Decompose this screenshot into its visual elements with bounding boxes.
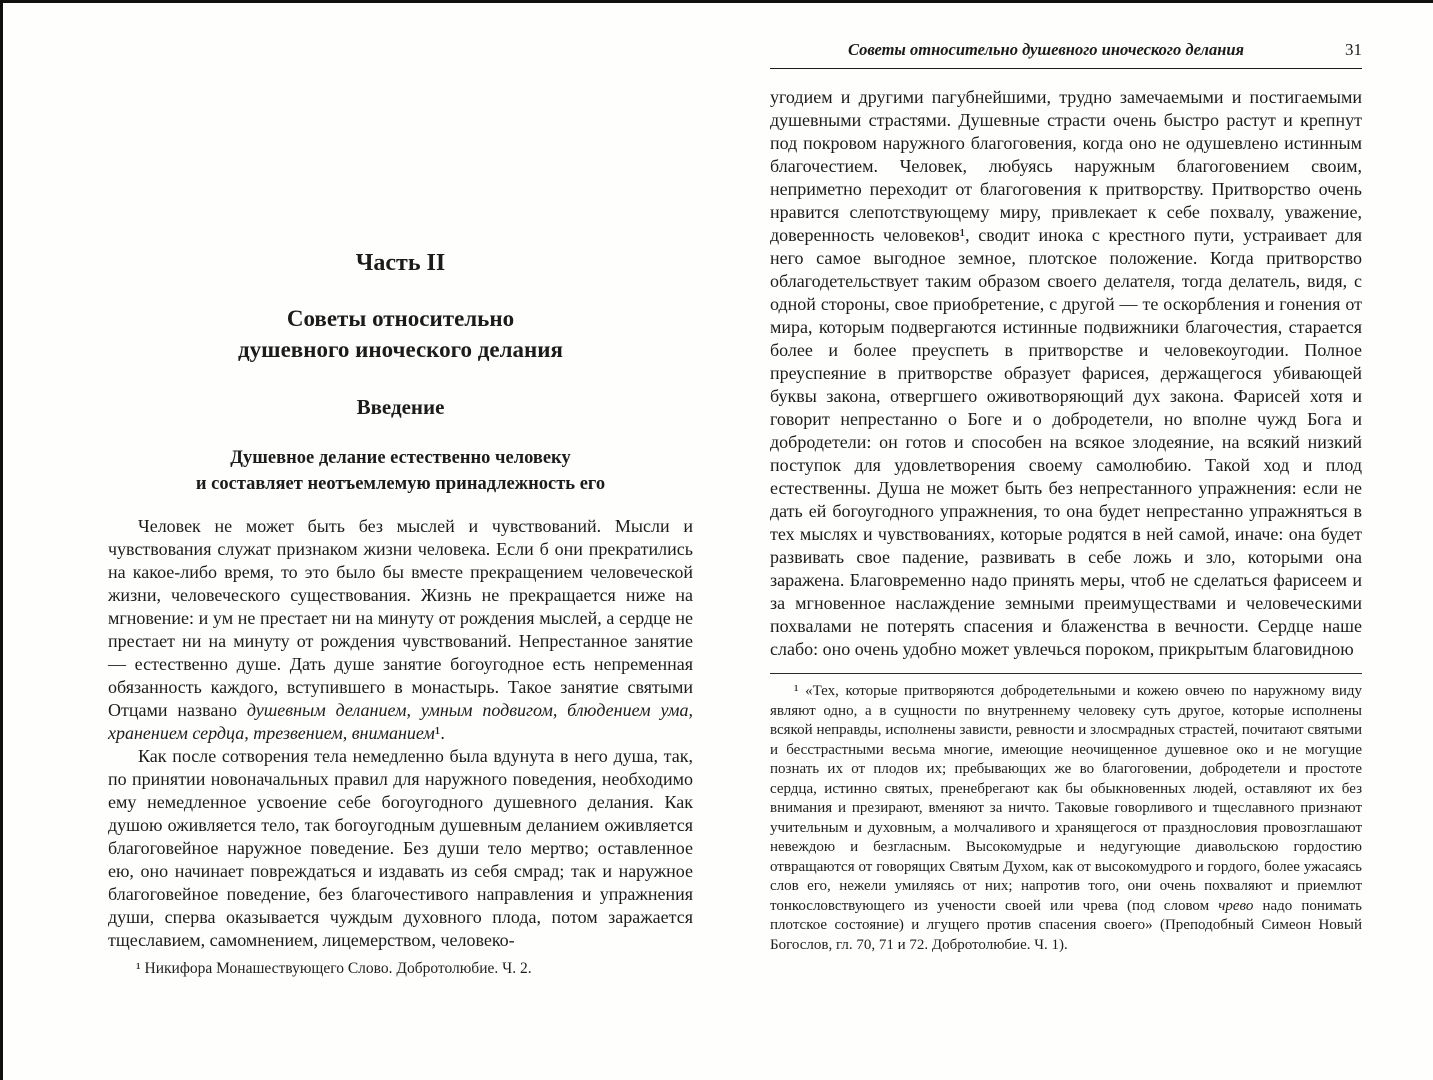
part-heading: Часть II	[355, 250, 446, 276]
chapter-title	[108, 303, 693, 365]
page-number: 31	[1345, 40, 1362, 59]
chapter-title-line2: душевного иноческого делания	[238, 337, 563, 363]
subsection-heading-line2: и составляет неотъемлемую принадлежность его	[195, 473, 606, 494]
introduction-heading: Введение	[356, 395, 445, 420]
running-header-title: Советы относительно душевного иноческого делания	[847, 40, 1245, 59]
footnote: ¹ «Тех, которые притворяются добродетельными и кожею овчею по наружному виду являют одно, а в сущности по внутреннему человеку суть другое, которые исполнены всякой неправды, исполнены зависти, ревности и злосмрадных страстей, почитают святыми и бесстрастными весьма многие, имеющие неочищенное душевное око и не могущие познать их от плодов их; пребывающих же во благоговении, добродетели и простоте сердца, истинно святых, пренебрегают как бы обыкновенных людей, оставляют их без внимания и презирают, вменяют за ничто. Таковые говорливого и тщеславного признают учительным и духовным, а молчаливого и хранящегося от празднословия провозглашают невеждою и безгласным. Высокомудрые и недугующие диавольскою гордостию отвращаются от говорящих Святым Духом, как от высокомудрого и гордого, более ужасаясь слов его, нежели умиляясь от них; напротив того, они очень похваляют и приемлют тонкословствующего из учености своей или чрева (под словом чрево надо понимать плотское состояние) и лгущего против спасения своего» (Преподобный Симеон Новый Богослов, гл. 70, 71 и 72. Добротолюбие. Ч. 1).	[770, 683, 1362, 953]
body-paragraph: угодием и другими пагубнейшими, трудно замечаемыми и постигаемыми душевными страстями. Душевные страсти очень быстро растут и крепнут под покровом наружного благоговения, когда оно не одушевлено истинным благочестием. Человек, любуясь наружным благоговением своим, неприметно переходит от благоговения к притворству. Притворство очень нравится слепотствующему миру, привлекает к себе похвалу, уважение, доверенность человеков¹, сводит инока с крестного пути, устраивает для него самое выгодное земное, плотское положение. Когда притворство облагодетельствует таким образом своего делателя, тогда делатель, видя, с одной стороны, свое приобретение, с другой — те оскорбления и гонения от мира, которым подвергаются истинные подвижники благочестия, старается более и более преуспеть в притворстве и человекоугодии. Полное преуспеяние в притворстве образует фарисея, держащегося убивающей буквы закона, отвергшего оживотворяющий дух закона. Фарисей хотя и говорит непрестанно о Боге и о добродетели, но вполне чужд Бога и добродетели: он готов и способен на всякое злодеяние, на всякий низкий поступок для удовлетворения своему самолюбию. Такой ход и плод естественны. Душа не может быть без непрестанного упражнения: если не дать ей богоугодного упражнения, то она будет непрестанно упражняться в тех мыслях и чувствованиях, которые родятся в ней самой, иначе: она будет развивать свое падение, развивать в себе ложь и зло, которыми она заражена. Благовременно надо принять меры, чтоб не сделаться фарисеем и за мгновенное наслаждение земными преимуществами и человеческими похвалами не потерять спасения и блаженства в вечности. Сердце наше слабо: оно очень удобно может увлечься пороком, прикрытым благовидною	[770, 87, 1362, 659]
subsection-heading	[108, 446, 693, 498]
header-rule	[770, 68, 1362, 69]
left-page-body	[108, 515, 693, 952]
right-page-body	[770, 86, 1362, 661]
running-header	[770, 40, 1362, 62]
footnote: ¹ Никифора Монашествующего Слово. Добротолюбие. Ч. 2.	[136, 959, 532, 977]
scan-edge-left	[0, 0, 3, 1080]
left-page	[108, 0, 693, 978]
subsection-heading-line1: Душевное делание естественно человеку	[230, 448, 571, 469]
footnote-rule	[770, 673, 1362, 674]
body-paragraph: Человек не может быть без мыслей и чувствований. Мысли и чувствования служат признаком жизни человека. Если б они прекратились на какое-либо время, то это было бы вместе прекращением человеческой жизни, человеческого существования. Жизнь не прекращается ниже на мгновение: и ум не престает ни на минуту от рождения мыслей, а сердце не престает ни на минуту от рождения чувствований. Непрестанное занятие — естественно душе. Дать душе занятие богоугодное есть непременная обязанность каждого, вступившего в монастырь. Такое занятие святыми Отцами названо душевным деланием, умным подвигом, блюдением ума, хранением сердца, трезвением, вниманием¹.	[108, 515, 693, 743]
right-page	[770, 40, 1362, 955]
body-paragraph: Как после сотворения тела немедленно была вдунута в него душа, так, по принятии новоначальных правил для наружного поведения, необходимо ему немедленное усвоение себе богоугодного душевного делания. Как душою оживляется тело, так богоугодным душевным деланием оживляется благоговейное наружное поведение. Без души тело мертво; оставленное ею, оно начинает повреждаться и издавать из себя смрад; так и наружное благоговейное поведение, без благочестивого направления и упражнения души, сперва оказывается чуждым духовного плода, потом заражается тщеславием, самомнением, лицемерством, человеко-	[108, 745, 693, 950]
chapter-title-line1: Советы относительно	[286, 306, 515, 331]
